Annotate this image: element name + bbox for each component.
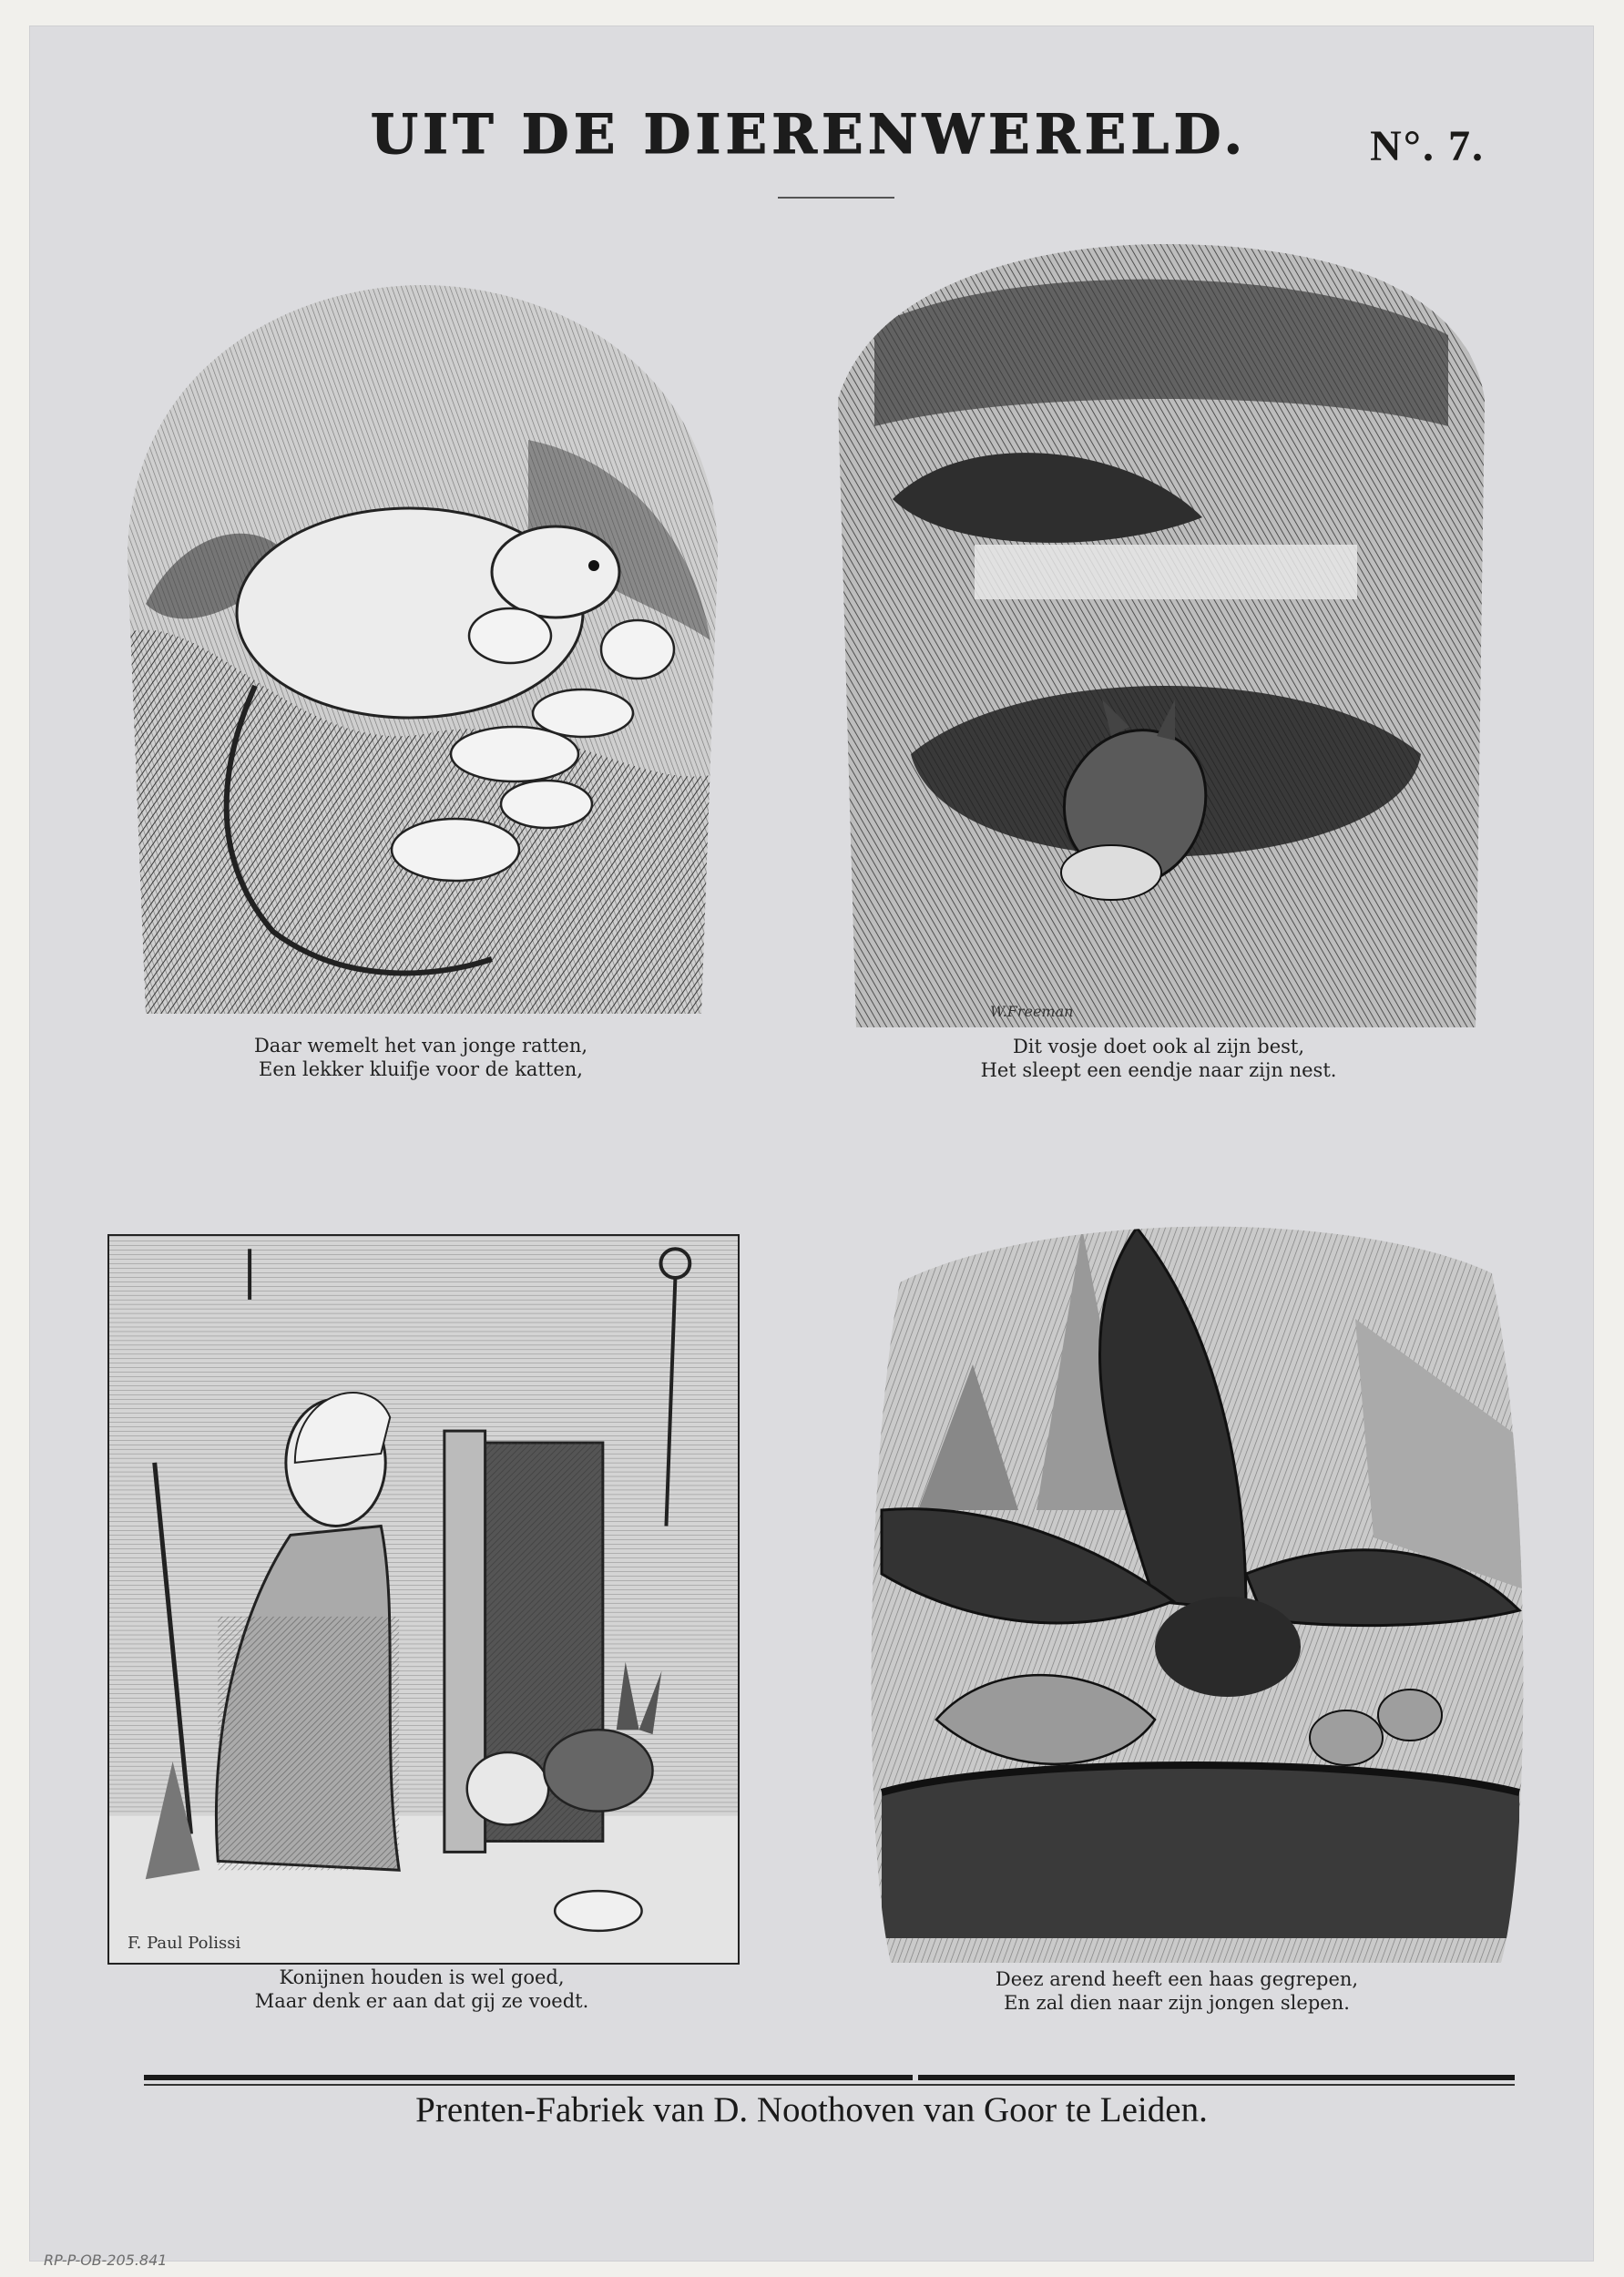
eagle-engraving [863, 1210, 1532, 1963]
rats-illustration [109, 258, 736, 1014]
caption-line: Deez arend heeft een haas gegrepen, [995, 1968, 1359, 1990]
rats-caption [220, 1034, 621, 1081]
footer-rule [144, 2075, 1515, 2080]
caption-line: Daar wemelt het van jonge ratten, [253, 1035, 588, 1057]
fox-signature: W.Freeman [990, 1003, 1074, 1020]
inventory-stamp: RP-P-OB-205.841 [44, 2251, 168, 2269]
fox-illustration [838, 244, 1485, 1027]
caption-line: Maar denk er aan dat gij ze voedt. [254, 1990, 589, 2012]
rabbits-engraving [109, 1236, 738, 1963]
caption-line: Dit vosje doet ook al zijn best, [1012, 1036, 1305, 1057]
rabbits-caption [217, 1966, 627, 2013]
sheet-number: N°. 7. [1370, 122, 1485, 170]
page-title: UIT DE DIERENWERELD. [370, 103, 1248, 167]
eagle-illustration [863, 1210, 1532, 1963]
title-divider [778, 197, 894, 199]
fox-caption [940, 1035, 1377, 1082]
eagle-caption [949, 1967, 1404, 2015]
caption-line: Konijnen houden is wel goed, [279, 1966, 565, 1988]
caption-line: En zal dien naar zijn jongen slepen. [1004, 1992, 1350, 2014]
print-sheet [29, 26, 1594, 2262]
caption-line: Het sleept een eendje naar zijn nest. [980, 1059, 1337, 1081]
rabbits-illustration [107, 1234, 740, 1965]
publisher-line: Prenten-Fabriek van D. Noothoven van Goor te Leiden. [415, 2090, 1208, 2129]
fox-engraving [838, 244, 1485, 1027]
caption-line: Een lekker kluifje voor de katten, [259, 1058, 583, 1080]
footer-rule-break [913, 2075, 918, 2080]
rabbits-signature: F. Paul Polissi [128, 1934, 241, 1953]
rats-engraving [109, 258, 736, 1014]
footer-rule-thin [144, 2084, 1515, 2086]
